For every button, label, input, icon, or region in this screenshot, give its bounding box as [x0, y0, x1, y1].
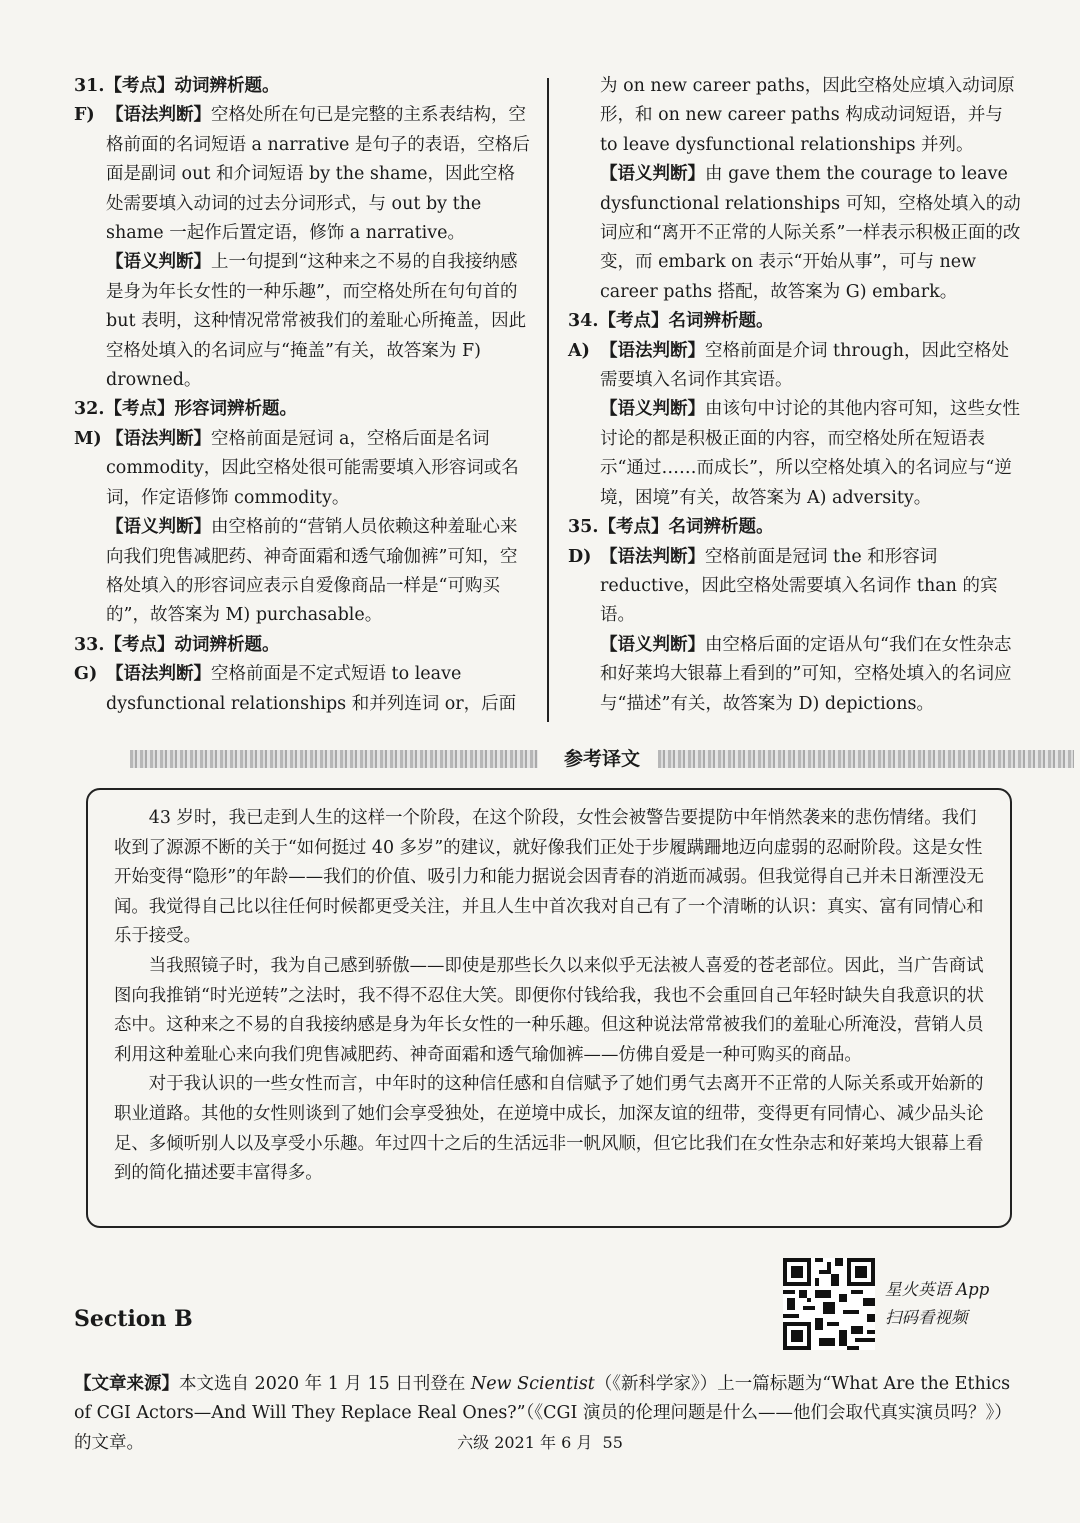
grammar-text: 空格处所在句已是完整的主系表结构，空格前面的名词短语 a narrative 是句子的表语，空格后面是副词 out 和介词短语 by the shame，因此空格处需要填入动词的过去分词形式，与 out by the shame 一起作后置定语，修饰 a narrative。 — [106, 105, 530, 244]
source-journal: New Scientist — [470, 1374, 595, 1394]
source-text-before: 本文选自 2020 年 1 月 15 日刊登在 — [179, 1374, 471, 1394]
q35-grammar — [568, 543, 1022, 631]
banner-decoration-left — [130, 750, 538, 768]
qr-code-icon[interactable] — [783, 1258, 875, 1350]
q35-semantic — [568, 631, 1022, 719]
semantic-text: 上一句提到“这种来之不易的自我接纳感是身为年长女性的一种乐趣”，而空格处所在句句首的 but 表明，这种情况常常被我们的羞耻心所掩盖，因此空格处填入的名词应与“掩盖”有关，故答案为 F) drowned。 — [106, 252, 527, 391]
semantic-text: 由该句中讨论的其他内容可知，这些女性讨论的都是积极正面的内容，而空格处所在短语表示“通过……而成长”，所以空格处填入的名词应与“逆境，困境”有关，故答案为 A) adversity。 — [600, 399, 1020, 508]
grammar-text: 空格前面是不定式短语 to leave dysfunctional relationships 和并列连词 or，后面 — [106, 664, 517, 714]
source-text-after: （《新科学家》）上一篇标题为“What Are the Ethics of CGI Actors—And Will They Replace Real Ones?”（《CGI 演员的伦理问题是什么——他们会取代真实演员吗？》）的文章。 — [74, 1374, 1012, 1453]
semantic-label: 【语义判断】 — [600, 399, 705, 420]
grammar-label: 【语法判断】 — [600, 340, 705, 361]
question-31 — [74, 72, 530, 395]
q33-answer-letter: G) — [74, 664, 98, 685]
q34-grammar — [568, 337, 1022, 396]
banner-decoration-right — [658, 750, 1074, 768]
q31-heading: 31.【考点】动词辨析题。 — [74, 76, 280, 96]
q32-grammar — [74, 425, 530, 513]
q31-answer-letter: F) — [74, 105, 95, 126]
question-34 — [568, 307, 1022, 513]
semantic-text: 由 gave them the courage to leave dysfunctional relationships 可知，空格处填入的动词应和“离开不正常的人际关系”一样表示积极正面的改变，而 embark on 表示“开始从事”，可与 new career paths 搭配，故答案为 G) embark。 — [600, 164, 1021, 302]
q32-answer-letter: M) — [74, 428, 102, 449]
page-number: 55 — [602, 1433, 623, 1452]
q34-heading: 34.【考点】名词辨析题。 — [568, 311, 774, 332]
translation-box — [86, 788, 1012, 1228]
grammar-label: 【语法判断】 — [600, 546, 705, 567]
semantic-label: 【语义判断】 — [600, 164, 705, 185]
q32-heading: 32.【考点】形容词辨析题。 — [74, 399, 297, 420]
reference-translation-banner — [130, 744, 1074, 774]
q34-answer-letter: A) — [568, 340, 590, 361]
semantic-label: 【语义判断】 — [106, 517, 211, 538]
right-column — [568, 72, 1022, 719]
q33-grammar — [74, 660, 530, 719]
grammar-label: 【语法判断】 — [106, 105, 211, 126]
q35-heading: 35.【考点】名词辨析题。 — [568, 517, 774, 538]
question-33 — [74, 631, 530, 719]
question-33-continued — [568, 72, 1022, 307]
q31-grammar — [74, 101, 530, 248]
qr-caption — [885, 1276, 989, 1332]
semantic-text: 由空格后面的定语从句“我们在女性杂志和好莱坞大银幕上看到的”可知，空格处填入的名词应与“描述”有关，故答案为 D) depictions。 — [600, 634, 1012, 714]
left-column — [74, 72, 530, 719]
semantic-label: 【语义判断】 — [600, 634, 705, 655]
column-divider — [547, 78, 549, 722]
grammar-text: 空格前面是冠词 a，空格后面是名词 commodity，因此空格处很可能需要填入形容词或名词，作定语修饰 commodity。 — [106, 428, 519, 508]
grammar-text: 空格前面是介词 through，因此空格处需要填入名词作其宾语。 — [600, 340, 1010, 391]
semantic-label: 【语义判断】 — [106, 252, 211, 273]
grammar-text: 空格前面是冠词 the 和形容词 reductive，因此空格处需要填入名词作 than 的宾语。 — [600, 546, 998, 626]
q34-semantic — [568, 395, 1022, 513]
banner-title: 参考译文 — [563, 748, 640, 770]
q32-semantic — [74, 513, 530, 631]
q33-semantic — [568, 160, 1022, 307]
q35-answer-letter: D) — [568, 546, 592, 567]
footer-text: 六级 2021 年 6 月 — [457, 1433, 593, 1452]
section-title: Section B — [74, 1306, 193, 1332]
question-32 — [74, 395, 530, 630]
question-35 — [568, 513, 1022, 719]
q31-semantic — [74, 248, 530, 395]
translation-paragraph-2: 当我照镜子时，我为自己感到骄傲——即使是那些长久以来似乎无法被人喜爱的苍老部位。因此，当广告商试图向我推销“时光逆转”之法时，我不得不忍住大笑。即便你付钱给我，我也不会重回自己年轻时缺失自我意识的状态中。这种来之不易的自我接纳感是身为年长女性的一种乐趣。但这种说法常常被我们的羞耻心所淹没，营销人员利用这种羞耻心来向我们兜售减肥药、神奇面霜和透气瑜伽裤——仿佛自爱是一种可购买的商品。 — [114, 955, 984, 1065]
translation-paragraph-1: 43 岁时，我已走到人生的这样一个阶段，在这个阶段，女性会被警告要提防中年悄然袭来的悲伤情绪。我们收到了源源不断的关于“如何挺过 40 多岁”的建议，就好像我们正处于步履蹒跚地迈向虚弱的忍耐阶段。这是女性开始变得“隐形”的年龄——我们的价值、吸引力和能力据说会因青春的消逝而减弱。但我觉得自己并未日渐湮没无闻。我觉得自己比以往任何时候都更受关注，并且人生中首次我对自己有了一个清晰的认识：真实、富有同情心和乐于接受。 — [114, 808, 984, 947]
grammar-label: 【语法判断】 — [106, 428, 211, 449]
grammar-label: 【语法判断】 — [106, 664, 211, 685]
qr-caption-app: 星火英语 App — [885, 1280, 990, 1299]
q33-grammar-cont: 为 on new career paths，因此空格处应填入动词原形，和 on new career paths 构成动词短语，并与 to leave dysfunctional relationships 并列。 — [600, 76, 1015, 155]
source-label: 【文章来源】 — [74, 1374, 179, 1394]
qr-caption-scan: 扫码看视频 — [885, 1308, 968, 1327]
semantic-text: 由空格前的“营销人员依赖这种羞耻心来向我们兜售减肥药、神奇面霜和透气瑜伽裤”可知，空格处填入的形容词应表示自爱像商品一样是“可购买的”，故答案为 M) purchasable。 — [106, 517, 518, 626]
translation-paragraph-3: 对于我认识的一些女性而言，中年时的这种信任感和自信赋予了她们勇气去离开不正常的人际关系或开始新的职业道路。其他的女性则谈到了她们会享受独处，在逆境中成长，加深友谊的纽带，变得更有同情心、减少品头论足、多倾听别人以及享受小乐趣。年过四十之后的生活远非一帆风顺，但它比我们在女性杂志和好莱坞大银幕上看到的简化描述要丰富得多。 — [114, 1074, 984, 1184]
q33-heading: 33.【考点】动词辨析题。 — [74, 634, 280, 655]
page-footer — [0, 1430, 1080, 1453]
